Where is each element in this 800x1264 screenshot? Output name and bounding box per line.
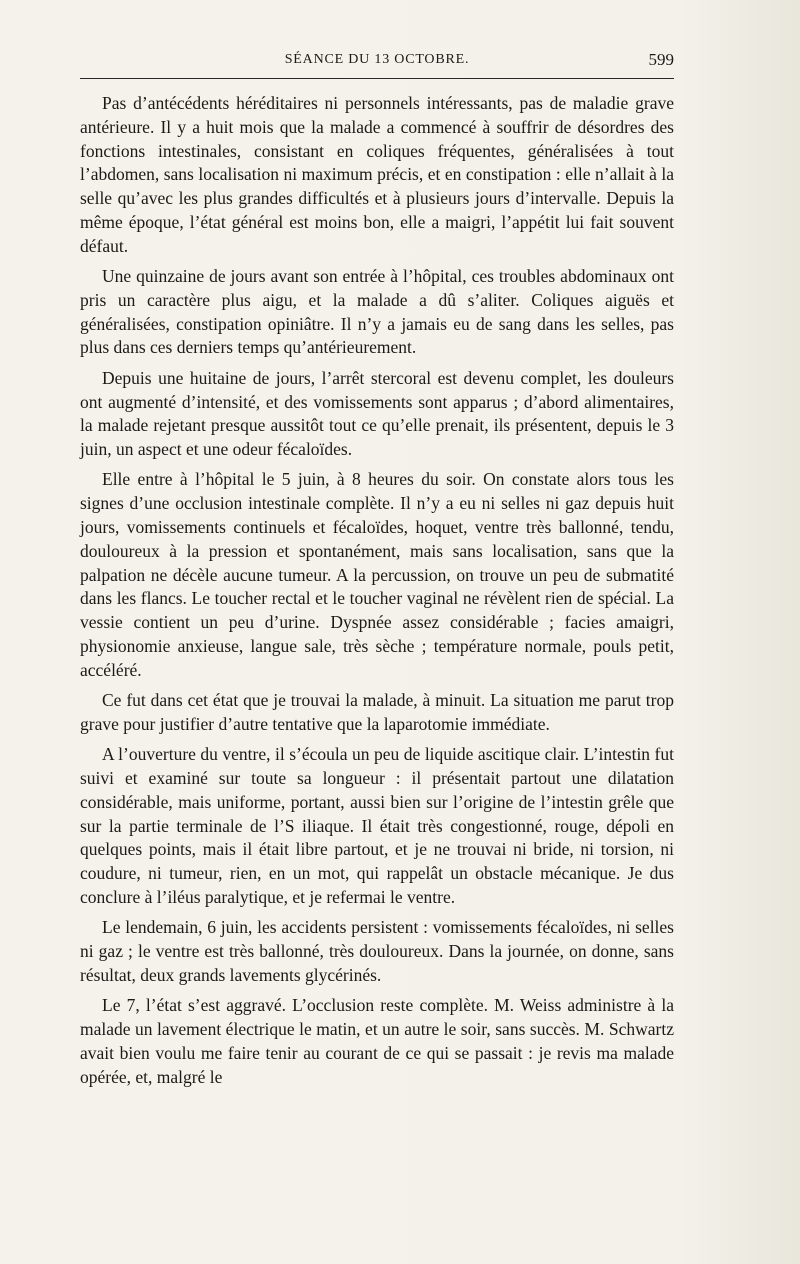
paragraph: Une quinzaine de jours avant son entrée à l’hôpital, ces troubles abdominaux ont pris un caractère plus aigu, et la malade a dû s’aliter. Coliques aiguës et généralisées, constipation opiniâtre. Il n’y a jamais eu de sang dans les selles, pas plus dans ces derniers temps qu’antérieurement. bbox=[80, 266, 674, 358]
paragraph: Elle entre à l’hôpital le 5 juin, à 8 heures du soir. On constate alors tous les signes d’une occlusion intestinale complète. Il n’y a eu ni selles ni gaz depuis huit jours, vomissements continuels et fécaloïdes, hoquet, ventre très ballonné, tendu, douloureux à la pression et spontanément, mais sans localisation, sans que la palpation ne décèle aucune tumeur. A la percussion, on trouve un peu de submatité dans les flancs. Le toucher rectal et le toucher vaginal ne révèlent rien de spécial. La vessie contient un peu d’urine. Dyspnée assez considérable ; facies amaigri, physionomie anxieuse, langue sale, très sèche ; température normale, pouls petit, accéléré. bbox=[80, 469, 674, 680]
paragraph: Ce fut dans cet état que je trouvai la malade, à minuit. La situation me parut trop grave pour justifier d’autre tentative que la laparotomie immédiate. bbox=[80, 690, 674, 734]
paragraph: Le lendemain, 6 juin, les accidents persistent : vomissements fécaloïdes, ni selles ni gaz ; le ventre est très ballonné, très douloureux. Dans la journée, on donne, sans résultat, deux grands lavements glycérinés. bbox=[80, 917, 674, 985]
paragraph: Le 7, l’état s’est aggravé. L’occlusion reste complète. M. Weiss administre à la malade un lavement électrique le matin, et un autre le soir, sans succès. M. Schwartz avait bien voulu me faire tenir au courant de ce qui se passait : je revis ma malade opérée, et, malgré le bbox=[80, 995, 674, 1087]
paragraph: A l’ouverture du ventre, il s’écoula un peu de liquide ascitique clair. L’intestin fut suivi et examiné sur toute sa longueur : il présentait partout une dilatation considérable, mais uniforme, portant, aussi bien sur l’origine de l’intestin grêle que sur la partie terminale de l’S iliaque. Il était très congestionné, rouge, dépoli en quelques points, mais il était libre partout, et je ne trouvai ni bride, ni torsion, ni coudure, ni tumeur, rien, en un mot, qui rappelât un obstacle mécanique. Je dus conclure à l’iléus paralytique, et je refermai le ventre. bbox=[80, 744, 674, 907]
body-text bbox=[80, 92, 674, 1096]
page-header bbox=[80, 48, 674, 72]
page-number: 599 bbox=[648, 50, 674, 69]
running-title: SÉANCE DU 13 OCTOBRE. bbox=[284, 52, 470, 67]
header-rule bbox=[80, 78, 674, 79]
paragraph: Depuis une huitaine de jours, l’arrêt stercoral est devenu complet, les douleurs ont augmenté d’intensité, et des vomissements sont apparus ; d’abord alimentaires, la malade rejetant presque aussitôt tout ce qu’elle prenait, ils présentent, depuis le 3 juin, un aspect et une odeur fécaloïdes. bbox=[80, 367, 674, 460]
paragraph: Pas d’antécédents héréditaires ni personnels intéressants, pas de maladie grave antérieure. Il y a huit mois que la malade a commencé à souffrir de désordres des fonctions intestinales, consistant en coliques fréquentes, généralisées à tout l’abdomen, sans localisation ni maximum précis, et en constipation : elle n’allait à la selle qu’avec les plus grandes difficultés et à plusieurs jours d’intervalle. Depuis la même époque, l’état général est moins bon, elle a maigri, l’appétit lui fait souvent défaut. bbox=[80, 93, 674, 256]
